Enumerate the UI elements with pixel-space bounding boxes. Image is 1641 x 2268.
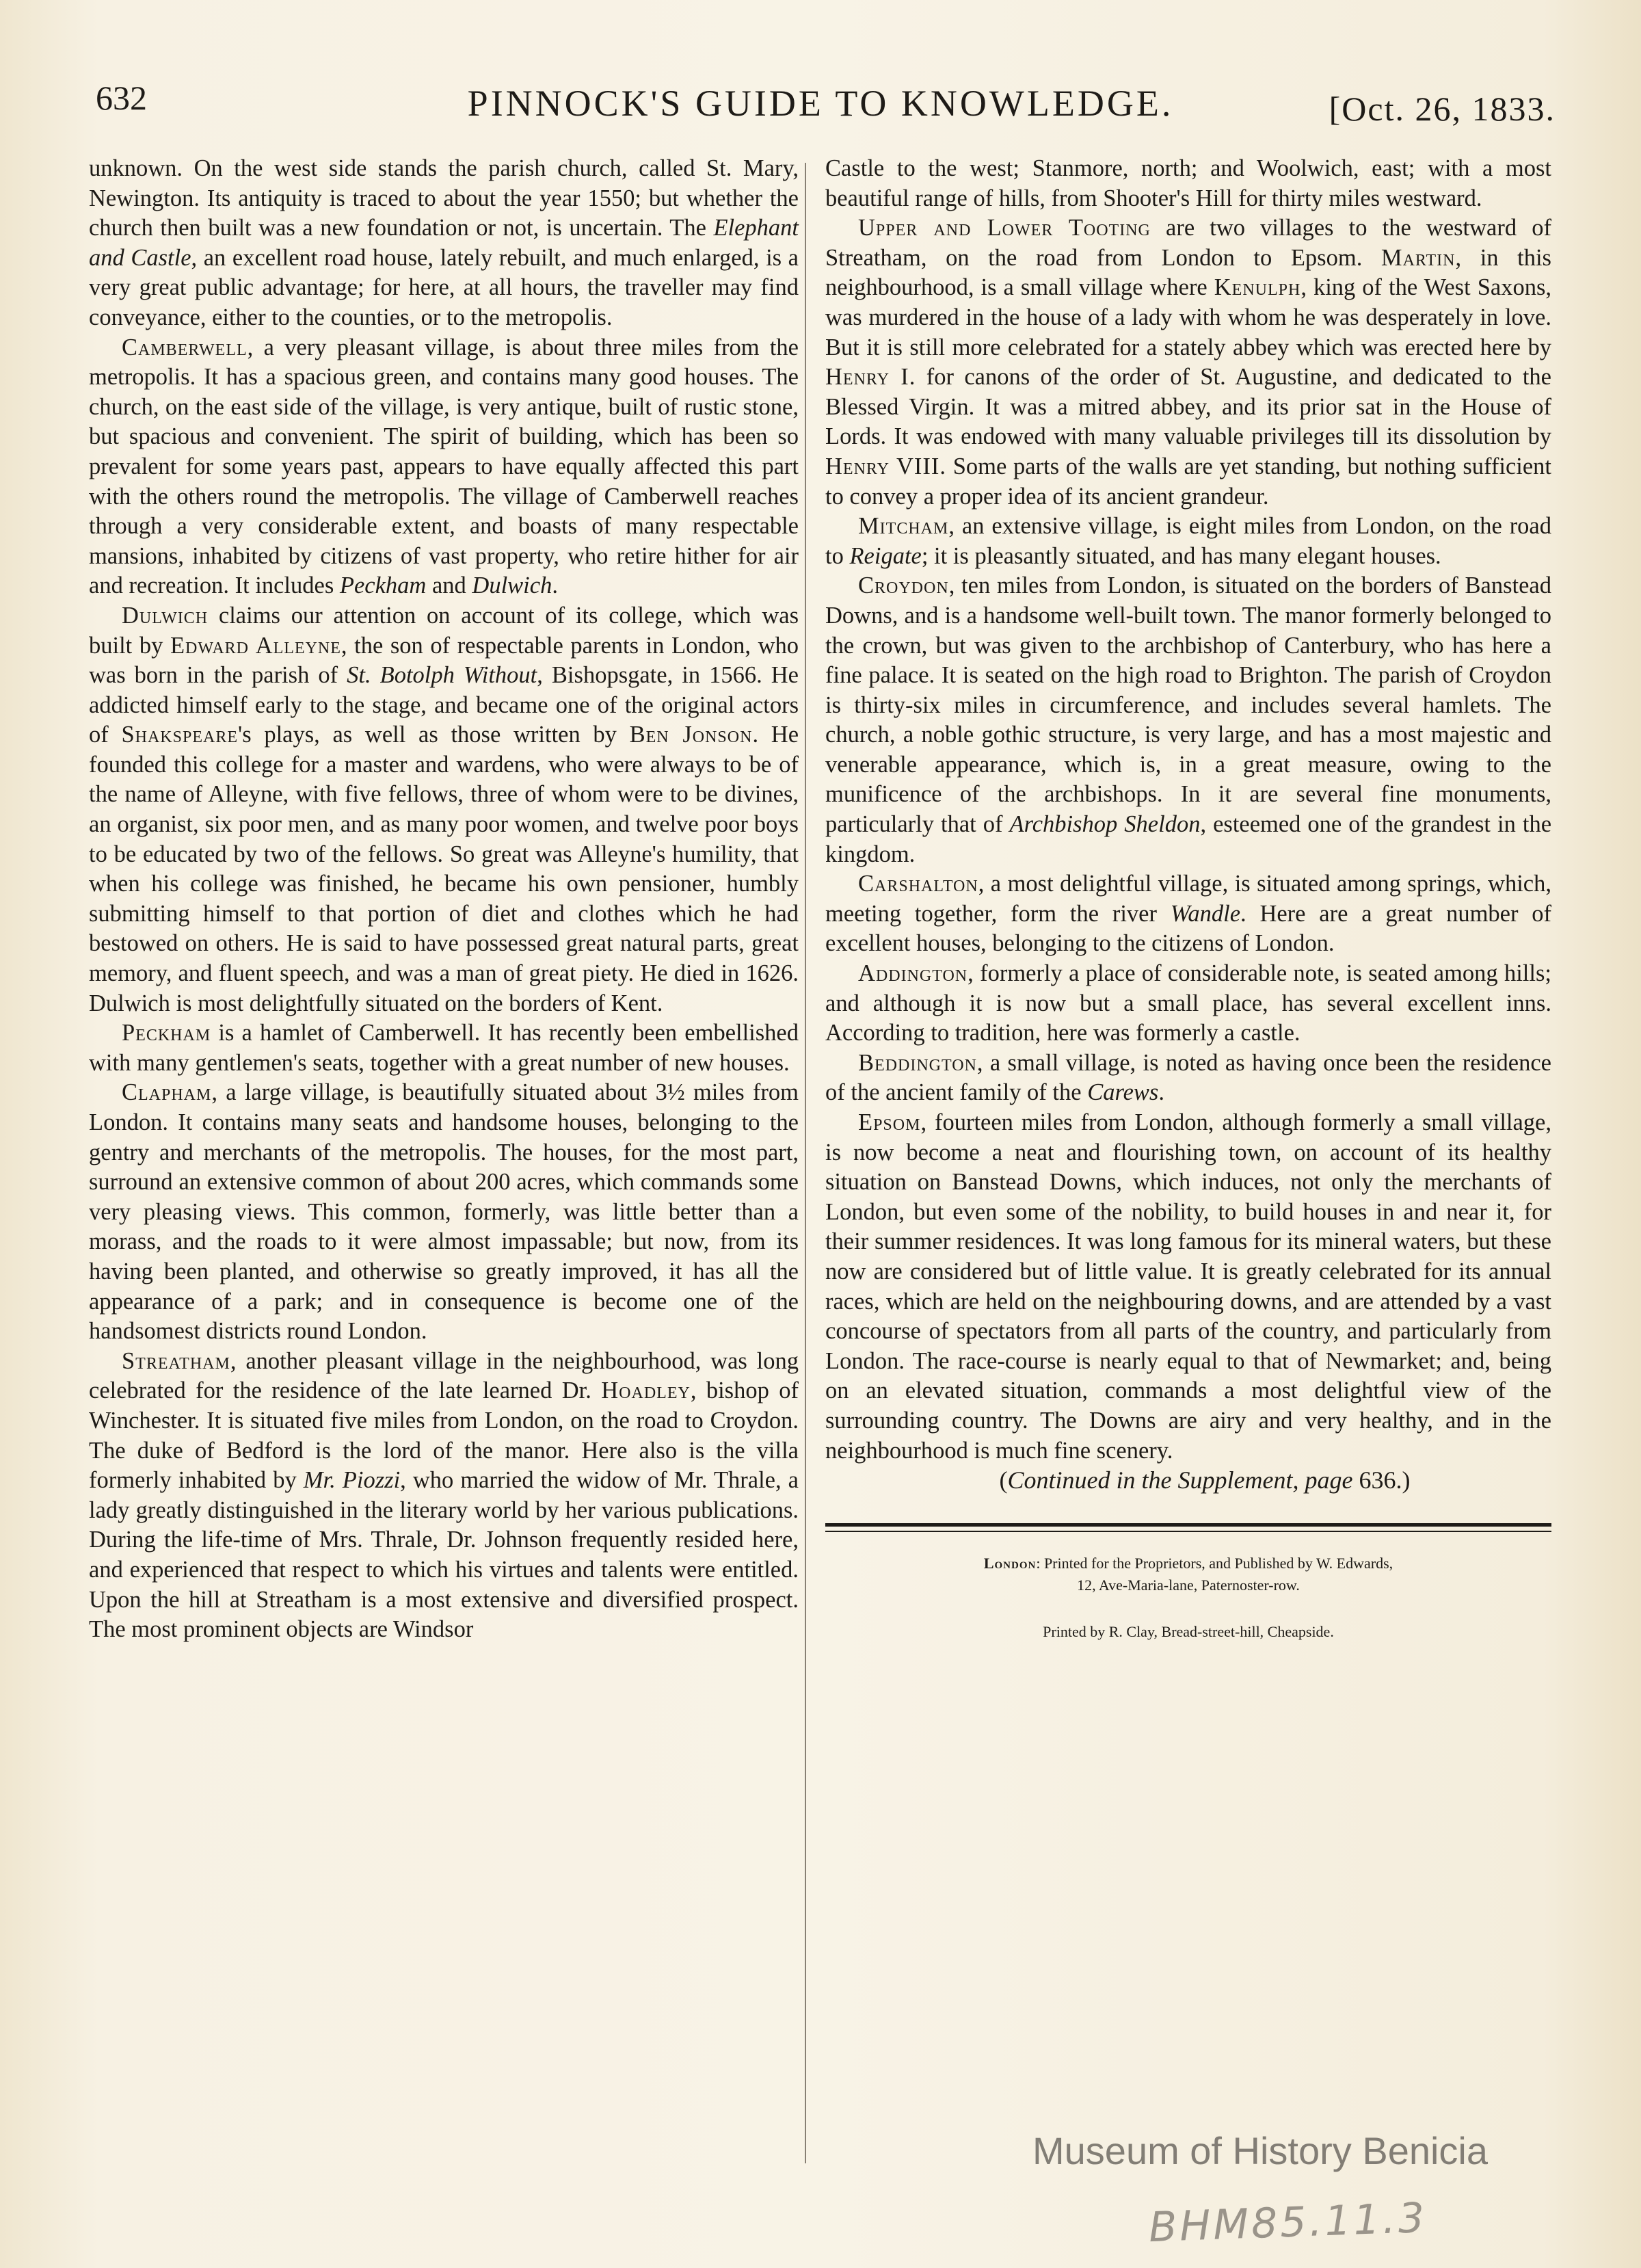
paragraph-addington: Addington, formerly a place of considerable note, is seated among hills; and although it is now but a small place, has several excellent inns. According to tradition, here was formerly a castle. [825, 960, 1551, 1046]
place-name: Camberwell [122, 334, 248, 360]
imprint-rule-thick [825, 1523, 1551, 1527]
paragraph-epsom: Epsom, fourteen miles from London, although formerly a small village, is now become a neat and flourishing town, on account of its healthy situation on Banstead Downs, which induces, not only the merchants of London, but even some of the nobility, to build houses in and near it, for their summer residences. It was long famous for its mineral waters, but these now are considered but of little value. It is greatly celebrated for its annual races, which are held on the neighbouring downs, and are attended by a vast concourse of spectators from all parts of the country, and particularly from London. The race-course is nearly equal to that of Newmarket; and, being on an elevated situation, commands a most delightful view of the surrounding country. The Downs are airy and very healthy, and in the neighbourhood is much fine scenery. [825, 1109, 1551, 1464]
left-column [89, 154, 799, 1645]
paragraph-tooting: Upper and Lower Tooting are two villages to the westward of Streatham, on the road from London to Epsom. Martin, in this neighbourhood, is a small village where Kenulph, king of the West Saxons, was murdered in the house of a lady with whom he was desperately in love. But it is still more celebrated for a stately abbey which was erected here by Henry I. for canons of the order of St. Augustine, and dedicated to the Blessed Virgin. It was a mitred abbey, and its prior sat in the House of Lords. It was endowed with many valuable privileges till its dissolution by Henry VIII. Some parts of the walls are yet standing, but nothing sufficient to convey a proper idea of its ancient grandeur. [825, 215, 1552, 510]
paragraph-newington: unknown. On the west side stands the parish church, called St. Mary, Newington. Its antiquity is traced to about the year 1550; but whether the church then built was a new foundation or not, is uncertain. The Elephant and Castle, an excellent road house, lately rebuilt, and much enlarged, is a very great public advantage; for here, at all hours, the traveller may find conveyance, either to the counties, or to the metropolis. [89, 155, 799, 330]
imprint-rule-thin [825, 1531, 1551, 1532]
imprint-line-2: 12, Ave-Maria-lane, Paternoster-row. [1077, 1576, 1300, 1594]
place-name: Mitcham [858, 513, 949, 540]
page-header [85, 74, 1556, 135]
paragraph-carshalton: Carshalton, a most delightful village, is situated among springs, which, meeting together, form the river Wandle. Here are a great number of excellent houses, belonging to the citizens of London. [825, 871, 1552, 957]
place-name: Peckham [122, 1020, 211, 1046]
place-name: Clapham [122, 1079, 212, 1106]
paragraph-camberwell: Camberwell, a very pleasant village, is about three miles from the metropolis. It has a spacious green, and contains many good houses. The church, on the east side of the village, is very antique, built of rustic stone, but spacious and convenient. The spirit of building, which has been so prevalent for some years past, appears to have equally affected this part with the others round the metropolis. The village of Camberwell reaches through a very considerable extent, and boasts of many respectable mansions, inhabited by citizens of vast property, who retire hither for air and recreation. It includes Peckham and Dulwich. [89, 334, 799, 599]
place-name: Croydon [858, 572, 949, 599]
place-name: Addington [858, 960, 968, 987]
place-name: Beddington [858, 1049, 977, 1076]
right-column [825, 154, 1551, 1646]
paragraph-streatham: Streatham, another pleasant village in the neighbourhood, was long celebrated for the residence of the late learned Dr. Hoadley, bishop of Winchester. It is situated five miles from London, on the road to Croydon. The duke of Bedford is the lord of the manor. Here also is the villa formerly inhabited by Mr. Piozzi, who married the widow of Mr. Thrale, a lady greatly distinguished in the literary world by her various publications. During the life-time of Mrs. Thrale, Dr. Johnson frequently resided here, and experienced that respect to which his virtues and talents were entitled. Upon the hill at Streatham is a most extensive and diversified prospect. The most prominent objects are Windsor [89, 1347, 799, 1643]
paragraph-mitcham: Mitcham, an extensive village, is eight miles from London, on the road to Reigate; it is pleasantly situated, and has many elegant houses. [825, 513, 1551, 569]
imprint-line-1: London: Printed for the Proprietors, and Published by W. Edwards, [983, 1554, 1393, 1572]
continued-note: (Continued in the Supplement, page 636.) [999, 1466, 1411, 1494]
accession-number: BHM85.11.3 [1147, 2193, 1428, 2252]
printer-credit: Printed by R. Clay, Bread-street-hill, Cheapside. [1043, 1622, 1334, 1640]
place-name: Upper and Lower Tooting [858, 215, 1151, 241]
column-divider [805, 163, 806, 2163]
paragraph-dulwich: Dulwich claims our attention on account of its college, which was built by Edward Alleyne, the son of respectable parents in London, who was born in the parish of St. Botolph Without, Bishopsgate, in 1566. He addicted himself early to the stage, and became one of the original actors of Shakspeare's plays, as well as those written by Ben Jonson. He founded this college for a master and wardens, who were always to be of the name of Alleyne, with five fellows, three of whom were to be divines, an organist, six poor men, and as many poor women, and twelve poor boys to be educated by two of the fellows. So great was Alleyne's humility, that when his college was finished, he became his own pensioner, humbly submitting himself to that portion of diet and clothes which he had bestowed on others. He is said to have possessed great natural parts, great memory, and fluent speech, and was a man of great piety. He died in 1626. Dulwich is most delightfully situated on the borders of Kent. [89, 602, 799, 1016]
museum-watermark: Museum of History Benicia [1032, 2129, 1489, 2172]
page-number: 632 [96, 79, 147, 117]
place-name: Carshalton [858, 871, 978, 897]
running-title: PINNOCK'S GUIDE TO KNOWLEDGE. [467, 83, 1174, 124]
paragraph-croydon: Croydon, ten miles from London, is situated on the borders of Banstead Downs, and is a handsome well-built town. The manor formerly belonged to the crown, but was given to the archbishop of Canterbury, who has here a fine palace. It is seated on the high road to Brighton. The parish of Croydon is thirty-six miles in circumference, and includes several hamlets. The church, a noble gothic structure, is very large, and has a most majestic and venerable appearance, which is, in a great measure, owing to the munificence of the archbishops. In it are several fine monuments, particularly that of Archbishop Sheldon, esteemed one of the grandest in the kingdom. [825, 572, 1552, 867]
issue-date: [Oct. 26, 1833. [1329, 90, 1556, 128]
paragraph-windsor-continued: Castle to the west; Stanmore, north; and Woolwich, east; with a most beautiful range of hills, from Shooter's Hill for thirty miles westward. [825, 155, 1551, 211]
publisher-imprint [825, 1553, 1551, 1596]
paragraph-clapham: Clapham, a large village, is beautifully situated about 3½ miles from London. It contains many seats and handsome houses, belonging to the gentry and merchants of the metropolis. The houses, for the most part, surround an extensive common of about 200 acres, which commands some very pleasing views. This common, formerly, was little better than a morass, and the roads to it were almost impassable; but now, from its having been planted, and otherwise so greatly improved, it has all the appearance of a park; and in consequence is become one of the handsomest districts round London. [89, 1079, 799, 1345]
paragraph-beddington: Beddington, a small village, is noted as having once been the residence of the ancient family of the Carews. [825, 1049, 1551, 1106]
place-name: Epsom [858, 1109, 921, 1135]
place-name: Dulwich [122, 602, 209, 629]
paragraph-peckham: Peckham is a hamlet of Camberwell. It has recently been embellished with many gentlemen's seats, together with a great number of new houses. [89, 1020, 799, 1076]
place-name: Streatham [122, 1347, 230, 1374]
